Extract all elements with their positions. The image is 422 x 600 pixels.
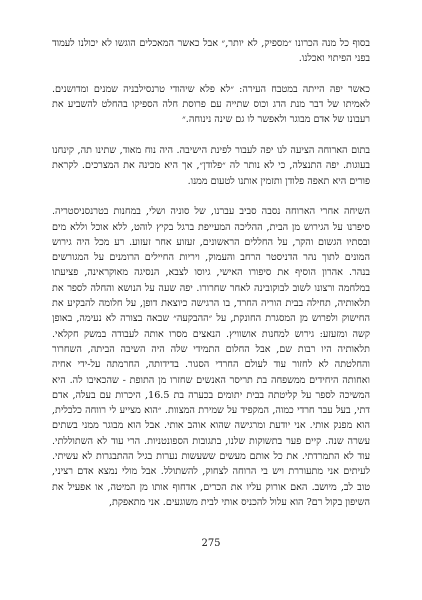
paragraph-3: בתום הארוחה הציעה לנו יפה לעבור לפינת הישיבה. היה נוח מאוד, שתינו תה, קינחנו בעוגות. יפה התנצלה, כי לא נותר לה ״פלודן״, אך היא מכינה את המצרכים. לקראת פורים היא תאפה פלודן ותזמין אותנו לטעום ממנו.: [52, 145, 370, 187]
paragraph-1: בסוף כל מנה הכרונו ״מספיק, לא יותר,״ אבל כאשר המאכלים הוגשו לא יכולנו לעמוד בפני הפיתוי ואכלנו.: [52, 38, 370, 65]
page-body: [52, 36, 370, 510]
paragraph-4: השיחה אחרי הארוחה נסבה סביב עברנו, של סוניה ושלי, במחנות בטרנסניסטריה. סיפרנו על הגירוש מן הבית, ההליכה המעייפת ברגל בקיץ לוהט, ללא אוכל וללא מים ובסתיו הגשום והקר, על החללים הראשונים, זעזוע אחר זעזוע. רע מכל היה גירוש המונים לתוך נהר הדניסטר הרחב והעמוק, ויריות החיילים הרומנים על המגורשים בנהר. אהרון הוסיף את סיפורו האישי, גיוסו לצבא, הנסיגה מאוקראינה, פציעתו במלחמה ורצונו לשוב לבוקובינה לאחר שחרורו. יפה שעה על הנושא והחלה לספר את תלאותיה, תחילה בבית הוריה החרד, בו הרגישה כיוצאת דופן, על חלומה להבקיע את החישוק ולפרוש מן המסגרת החונקת, על ״ההבקעה״ שבאה בצורה לא נעימה, באופן קשה ומזעזע: גירוש למחנות אושוויץ. הנאצים מסרו אותה לעבודה במשק חקלאי. תלאותיה היו רבות שם, אבל החלום התמידי שלה היה השיבה הביתה, השחרור והחלטתה לא לחזור עוד לעולם החרדי הסגור. בדידותה, החרמתה על-ידי אחיה ואחותה היחידים ממשפחה בת תריסר האנשים שחזרו מן התופת - שהכאיבו לה. היא המשיכה לספר על קליטתה בבית יתומים בכערה בת 16.5, היכרות עם בעלה, אדם דתי, בעל עבר חרדי כמוה, המקפיד על שמירת המצוות. ״הוא מצייע לי רווחה כלכלית, הוא מפנק אותי. אני יודעת ומרגישה שהוא אוהב אותי. אבל הוא מבוגר ממני בשתים עשרה שנה. קיים פער בתשוקות שלנו, בתגובות הספונטניות. הרי עוד לא השתוללתי. עוד לא התמרדתי. את כל אותם מעשים ששעשות נערות בגיל ההתבגרות לא עשיתי. לעיתים אני מתעוררת ויש בי הרוחה לצחוק, להשתולל. אבל מולי נמצא אדם רציני, טוב לב, מיושב. האם אורוק עליו את הכרים, אדחוף אותו מן המיטה, או אפעיל את השיפון בקול רם? הוא עלול להכניס אותי לבית משוגעים. אני מתאפקת,: [52, 206, 370, 508]
page-number: 275: [201, 538, 221, 549]
paragraph-2: כאשר יפה הייתה במטבח העירה: ״לא פלא שיהודי טרנסילבניה שמנים ומדושנים. לאמיתו של דבר מנת הדג וכוס שתייה עם פרוסת חלה הספיקו בהחלט להשביע את רעבונו של אדם מבוגר ולאפשר לו גם שינה נינוחה.״: [52, 83, 370, 126]
